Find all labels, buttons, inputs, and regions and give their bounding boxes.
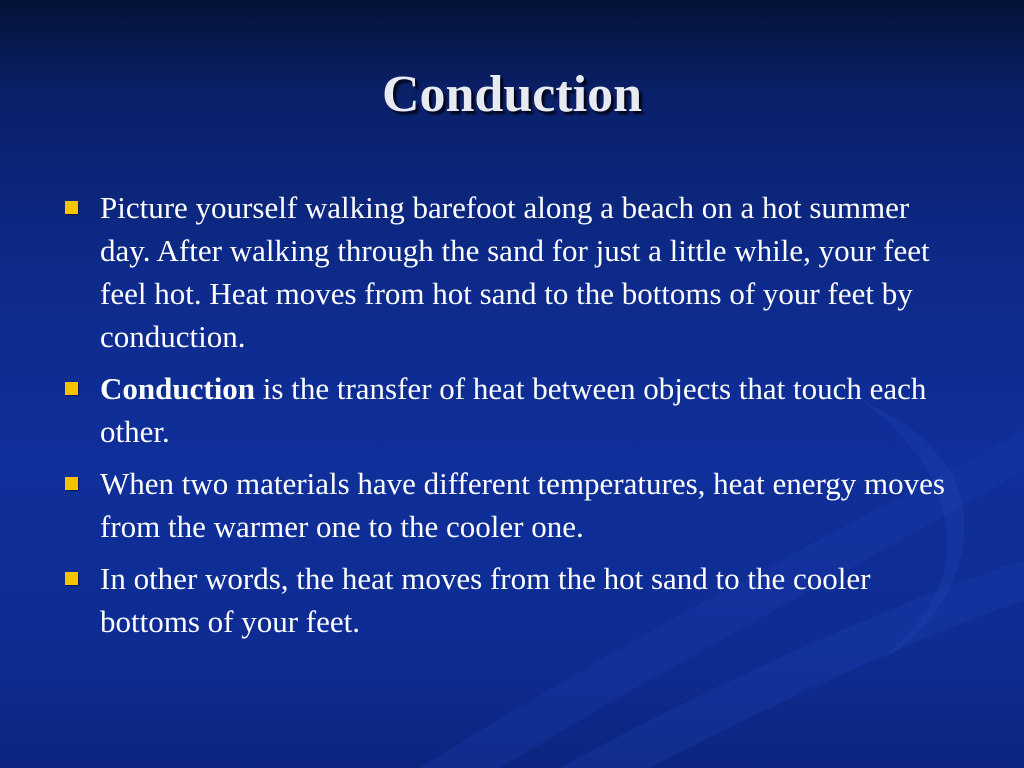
- bullet-text: is the transfer of heat between objects that touch each other.: [100, 371, 927, 449]
- bullet-term: Conduction: [100, 371, 256, 406]
- bullet-item: [62, 462, 962, 548]
- square-bullet-icon: [65, 382, 78, 395]
- bullet-item: [62, 557, 962, 643]
- square-bullet-icon: [65, 477, 78, 490]
- bullet-text: In other words, the heat moves from the hot sand to the cooler bottoms of your feet.: [100, 561, 871, 639]
- square-bullet-icon: [65, 201, 78, 214]
- bullet-item: [62, 367, 962, 453]
- bullet-text: Picture yourself walking barefoot along a beach on a hot summer day. After walking through the sand for just a little while, your feet feel hot. Heat moves from hot sand to the bottoms of your feet by conduction.: [100, 190, 930, 354]
- bullet-list: [62, 186, 962, 652]
- bullet-item: [62, 186, 962, 358]
- square-bullet-icon: [65, 572, 78, 585]
- bullet-text: When two materials have different temperatures, heat energy moves from the warmer one to the cooler one.: [100, 466, 945, 544]
- slide-title: Conduction: [381, 66, 643, 123]
